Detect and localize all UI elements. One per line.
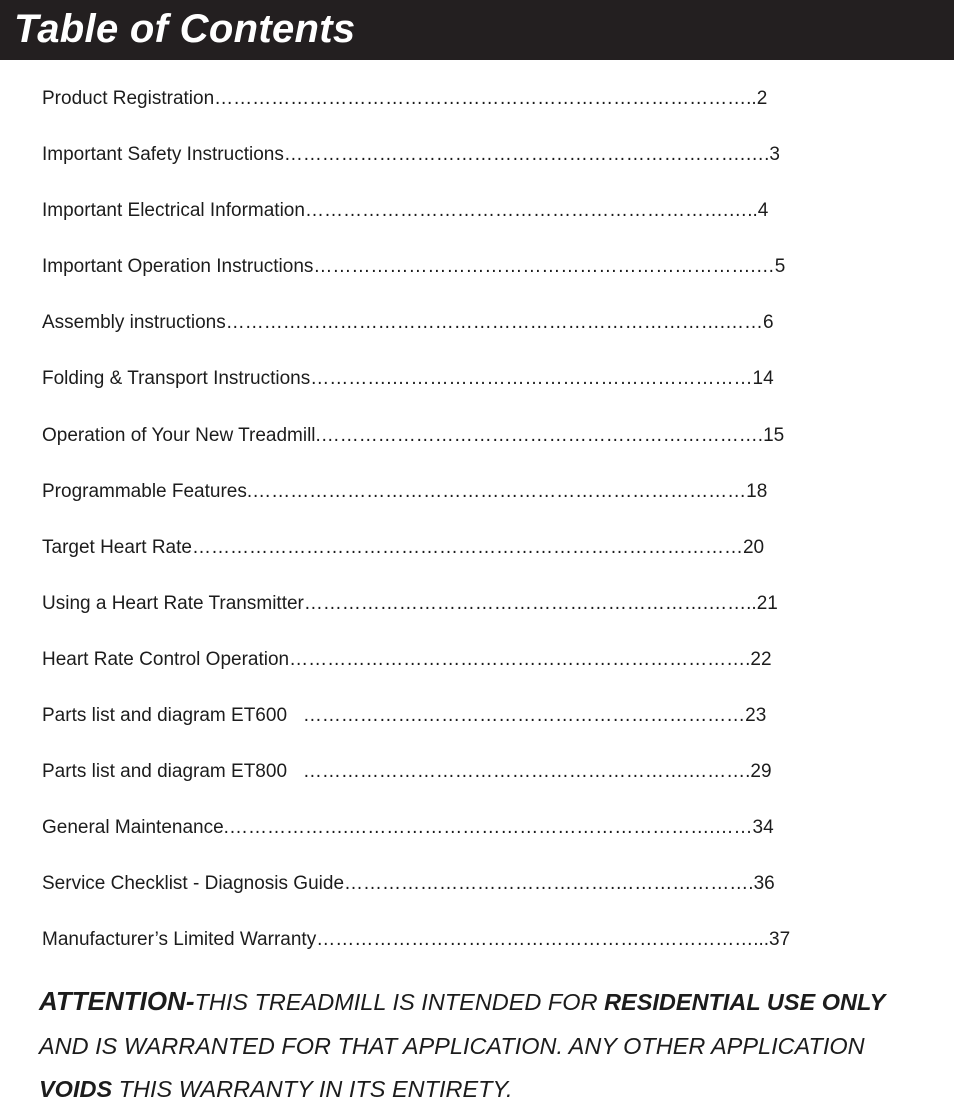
toc-entry-safety-instructions <box>42 140 882 196</box>
toc-entry-text: Product Registration…………………………………………………………………………..2 <box>42 88 768 109</box>
table-of-contents <box>42 84 882 982</box>
toc-entry-text: Assembly instructions…………………………………………………………………….……6 <box>42 312 774 334</box>
toc-entry-operation-instructions <box>42 252 882 308</box>
toc-entry-text: Heart Rate Control Operation……………………………………………………………….22 <box>42 648 772 670</box>
toc-entry-text: Using a Heart Rate Transmitter……………………………………………………….……..21 <box>42 592 778 614</box>
toc-entry-text: General Maintenance.……………….………………………………………………….……34 <box>42 817 774 839</box>
header-bar <box>0 0 954 60</box>
toc-entry-heart-rate-control <box>42 645 882 701</box>
toc-entry-parts-et600 <box>42 701 882 757</box>
toc-entry-text: Service Checklist - Diagnosis Guide…………………………………….………………….36 <box>42 873 775 895</box>
toc-entry-heart-rate-transmitter <box>42 589 882 645</box>
toc-entry-folding-transport <box>42 364 882 420</box>
toc-entry-text: Programmable Features.……………………………………………………………………18 <box>42 480 768 502</box>
attention-text-2: AND IS WARRANTED FOR THAT APPLICATION. ANY OTHER APPLICATION <box>39 1032 865 1059</box>
attention-text-3: THIS WARRANTY IN ITS ENTIRETY. <box>112 1076 513 1102</box>
toc-entry-text: Target Heart Rate……………………………………………………………………………20 <box>42 536 765 558</box>
toc-entry-assembly-instructions <box>42 308 882 364</box>
toc-entry-target-heart-rate <box>42 533 882 589</box>
toc-entry-text: Important Safety Instructions……………………………………………………………….….3 <box>42 144 780 166</box>
toc-entry-text: Important Electrical Information………………………………………………………….…..4 <box>42 200 769 222</box>
toc-entry-limited-warranty <box>42 925 882 981</box>
attention-text-1: THIS TREADMILL IS INTENDED FOR <box>194 989 605 1015</box>
attention-notice <box>39 980 939 1112</box>
toc-entry-text: Manufacturer’s Limited Warranty……………………………………………………………...37 <box>42 929 791 951</box>
page-title: Table of Contents <box>14 7 356 51</box>
toc-entry-general-maintenance <box>42 813 882 869</box>
toc-entry-text: Folding & Transport Instructions………….…………………………………………………14 <box>42 368 774 390</box>
attention-lead: ATTENTION- <box>39 986 195 1016</box>
toc-entry-service-checklist <box>42 869 882 925</box>
toc-entry-text: Important Operation Instructions…………………………………………………………….…5 <box>42 256 786 278</box>
toc-entry-text: Parts list and diagram ET800 …………………………………………………….……….29 <box>42 761 772 783</box>
toc-entry-text: Parts list and diagram ET600 ……………….……………………………………………23 <box>42 705 767 727</box>
toc-entry-text: Operation of Your New Treadmill.…………………………………………………………….15 <box>42 424 785 446</box>
attention-residential-use: RESIDENTIAL USE ONLY <box>604 989 886 1015</box>
toc-entry-programmable-features <box>42 477 882 533</box>
toc-entry-product-registration <box>42 84 882 140</box>
attention-voids: VOIDS <box>39 1076 113 1102</box>
toc-entry-parts-et800 <box>42 757 882 813</box>
toc-entry-operation-treadmill <box>42 421 882 477</box>
toc-entry-electrical-information <box>42 196 882 252</box>
